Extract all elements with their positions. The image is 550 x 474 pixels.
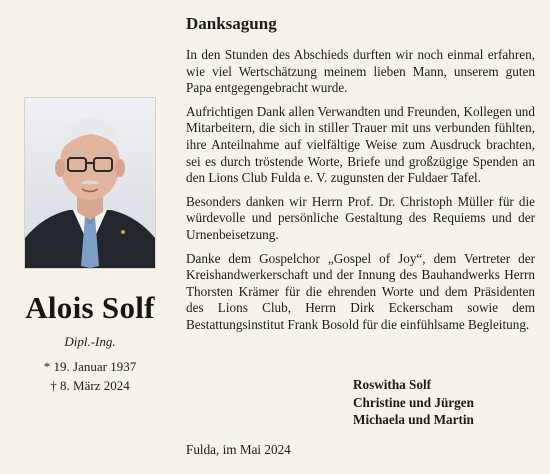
portrait-illustration	[25, 98, 155, 268]
portrait-photo	[24, 97, 156, 269]
academic-title: Dipl.-Ing.	[64, 334, 116, 349]
notice-heading: Danksagung	[186, 14, 277, 33]
signatory: Roswitha Solf	[353, 377, 432, 392]
signatories	[353, 376, 474, 429]
paragraph: Aufrichtigen Dank allen Verwandten und Freunden, Kollegen und Mitarbeitern, die sich in stiller Trauer mit uns verbunden fühlten, ihre Anteilnahme auf vielfältige Weise zum Ausdruck brachten, sei es durch tröstende Worte, Briefe und großzügige Spenden an den Lions Club Fulda e. V. zugunsten der Fuldaer Tafel.	[186, 103, 535, 186]
paragraph: Danke dem Gospelchor „Gospel of Joy“, dem Vertreter der Kreishandwerkerschaft und der Innung des Bauhandwerks Herrn Thorsten Krämer für die ehrenden Worte und dem Präsidenten des Lions Club, Herrn Dirk Eckerscham sowie dem Bestattungsinstitut Frank Bosold für die einfühlsame Begleitung.	[186, 250, 535, 332]
place-date: Fulda, im Mai 2024	[186, 442, 291, 457]
signatory: Christine und Jürgen	[353, 394, 474, 410]
death-date: † 8. März 2024	[50, 378, 130, 393]
paragraph: In den Stunden des Abschieds durften wir noch einmal erfahren, wie viel Wertschätzung meinem lieben Mann, unserem guten Papa entgegengebracht wurde.	[186, 47, 535, 96]
memorial-column	[0, 0, 180, 474]
signatory: Michaela und Martin	[353, 412, 474, 427]
thanks-column	[186, 14, 535, 341]
deceased-name: Alois Solf	[25, 290, 155, 325]
birth-date: * 19. Januar 1937	[43, 359, 137, 374]
paragraph: Besonders danken wir Herrn Prof. Dr. Christoph Müller für die würdevolle und persönliche Gestaltung des Requiems und der Urnenbeisetzung.	[186, 193, 535, 242]
